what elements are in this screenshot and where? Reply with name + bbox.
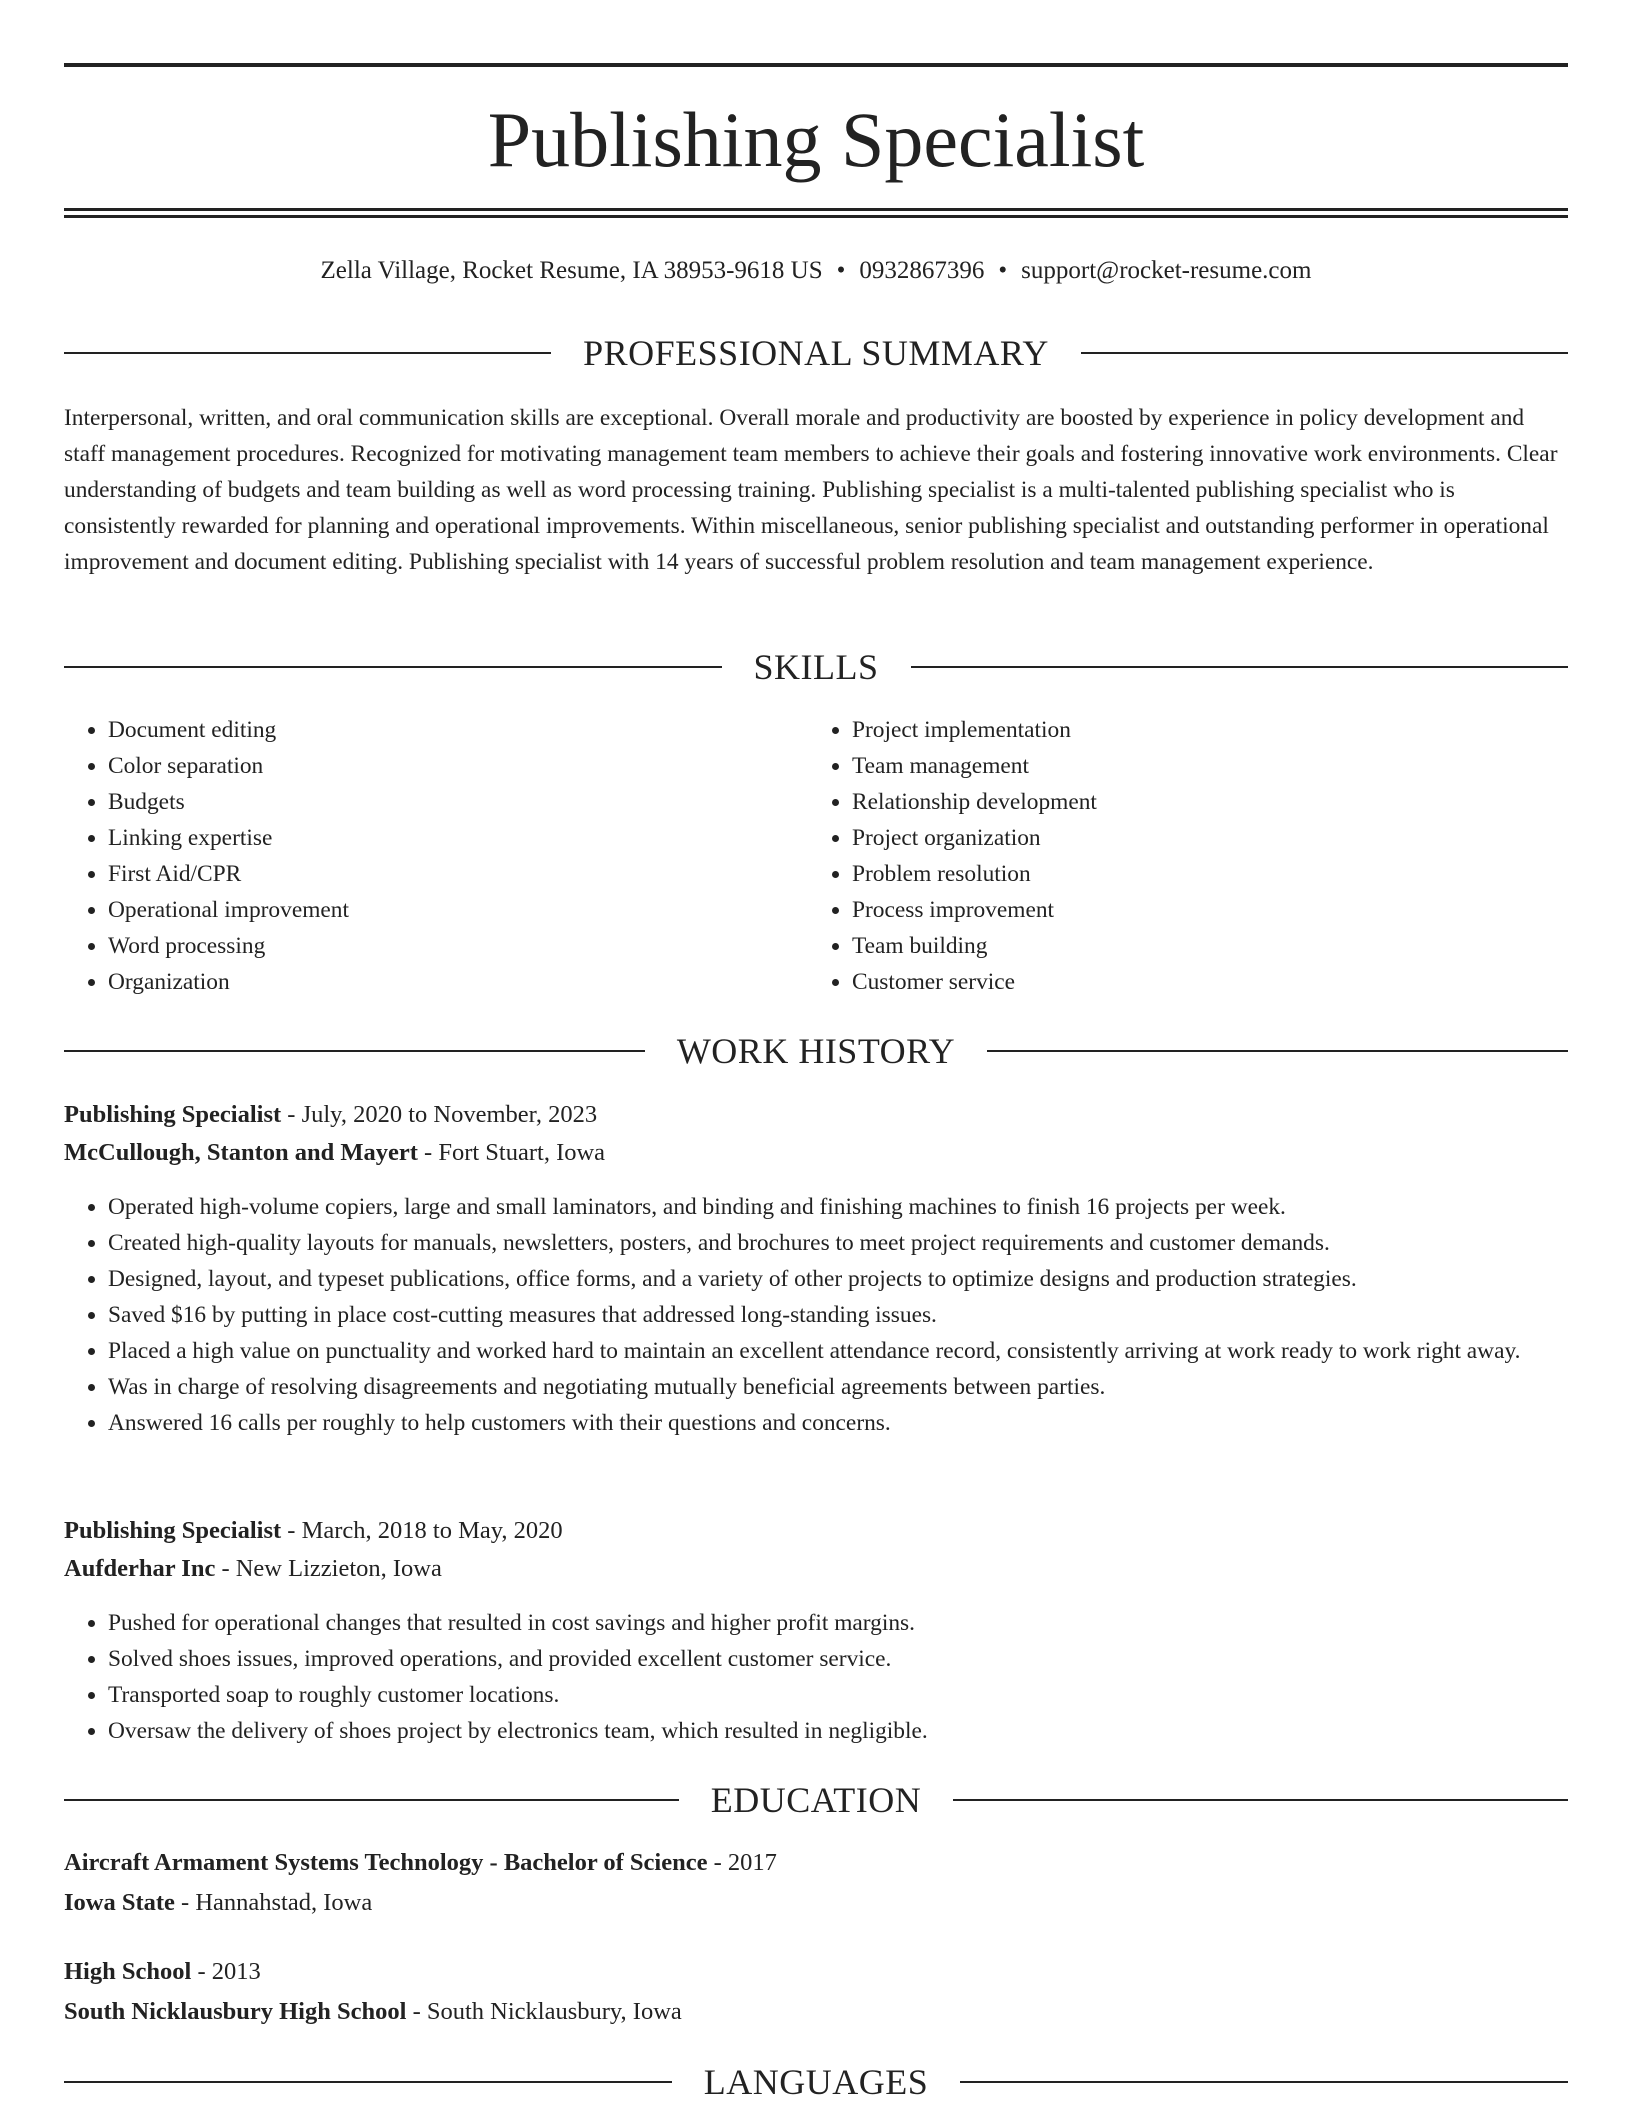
work-heading xyxy=(64,1031,1568,1071)
contact-address: Zella Village, Rocket Resume, IA 38953-9618 US xyxy=(320,257,823,284)
job-title: Publishing Specialist xyxy=(64,1101,282,1128)
title-rule-upper xyxy=(64,208,1568,211)
education-location: - South Nicklausbury, Iowa xyxy=(406,1998,682,2025)
heading-rule-right xyxy=(953,1799,1568,1801)
heading-rule-left xyxy=(64,666,722,668)
languages-heading xyxy=(64,2062,1568,2102)
education-heading xyxy=(64,1780,1568,1820)
education-degree: High School xyxy=(64,1958,192,1985)
contact-line xyxy=(64,254,1568,288)
job-bullet: • Answered 16 calls per roughly to help customers with their questions and concerns. xyxy=(108,1405,1568,1441)
education-degree-line xyxy=(64,1955,261,1989)
heading-rule-right xyxy=(911,666,1569,668)
contact-separator: • xyxy=(836,257,846,284)
education-location: - Hannahstad, Iowa xyxy=(174,1889,373,1916)
job-location: - New Lizzieton, Iowa xyxy=(215,1555,442,1582)
skill-item: • Customer service xyxy=(852,964,1550,1000)
contact-separator: • xyxy=(998,257,1008,284)
summary-heading-label: PROFESSIONAL SUMMARY xyxy=(583,333,1049,373)
skill-item: • Relationship development xyxy=(852,784,1550,820)
job-bullet: • Oversaw the delivery of shoes project by electronics team, which resulted in negligible. xyxy=(108,1713,1568,1749)
job-company-line xyxy=(64,1552,442,1586)
job-company: McCullough, Stanton and Mayert xyxy=(64,1139,418,1166)
job-location: - Fort Stuart, Iowa xyxy=(417,1139,606,1166)
education-degree-line xyxy=(64,1846,777,1880)
job-company-line xyxy=(64,1136,605,1170)
education-school-line xyxy=(64,1995,682,2029)
heading-rule-left xyxy=(64,352,551,354)
skill-item: • First Aid/CPR xyxy=(108,856,806,892)
heading-rule-left xyxy=(64,1799,679,1801)
job-dates: - July, 2020 to November, 2023 xyxy=(281,1101,598,1128)
job-bullet: • Operated high-volume copiers, large and small laminators, and binding and finishing machines to finish 16 projects per week. xyxy=(108,1189,1568,1225)
heading-rule-left xyxy=(64,2081,672,2083)
job-title-line xyxy=(64,1514,563,1548)
education-school-line xyxy=(64,1886,372,1920)
job-dates: - March, 2018 to May, 2020 xyxy=(281,1517,563,1544)
skills-heading xyxy=(64,647,1568,687)
job-bullets xyxy=(64,1189,1568,1441)
job-bullet: • Transported soap to roughly customer locations. xyxy=(108,1677,1568,1713)
skill-item: • Operational improvement xyxy=(108,892,806,928)
skill-item: • Team building xyxy=(852,928,1550,964)
skill-item: • Document editing xyxy=(108,712,806,748)
education-year: - 2017 xyxy=(707,1849,777,1876)
heading-rule-right xyxy=(1081,352,1568,354)
title-rule-lower xyxy=(64,215,1568,218)
job-bullet: • Pushed for operational changes that resulted in cost savings and higher profit margins. xyxy=(108,1605,1568,1641)
skill-item: • Organization xyxy=(108,964,806,1000)
job-bullet: • Designed, layout, and typeset publications, office forms, and a variety of other projects to optimize designs and production strategies. xyxy=(108,1261,1568,1297)
skill-item: • Budgets xyxy=(108,784,806,820)
page-title: Publishing Specialist xyxy=(487,96,1145,183)
job-bullet: • Saved $16 by putting in place cost-cutting measures that addressed long-standing issues. xyxy=(108,1297,1568,1333)
skills-list xyxy=(64,712,1568,1000)
job-title: Publishing Specialist xyxy=(64,1517,282,1544)
education-heading-label: EDUCATION xyxy=(710,1780,922,1820)
skill-item: • Problem resolution xyxy=(852,856,1550,892)
education-year: - 2013 xyxy=(191,1958,261,1985)
heading-rule-right xyxy=(987,1050,1568,1052)
job-bullet: • Solved shoes issues, improved operations, and provided excellent customer service. xyxy=(108,1641,1568,1677)
skill-item: • Project organization xyxy=(852,820,1550,856)
job-title-line xyxy=(64,1098,597,1132)
summary-heading xyxy=(64,333,1568,373)
top-rule xyxy=(64,63,1568,67)
skill-item: • Color separation xyxy=(108,748,806,784)
skills-heading-label: SKILLS xyxy=(753,647,879,687)
work-heading-label: WORK HISTORY xyxy=(676,1031,956,1071)
job-company: Aufderhar Inc xyxy=(64,1555,216,1582)
skill-item: • Team management xyxy=(852,748,1550,784)
education-school: Iowa State xyxy=(64,1889,175,1916)
job-bullet: • Created high-quality layouts for manuals, newsletters, posters, and brochures to meet project requirements and customer demands. xyxy=(108,1225,1568,1261)
skill-item: • Word processing xyxy=(108,928,806,964)
skills-column-right xyxy=(806,712,1550,1000)
contact-phone: 0932867396 xyxy=(859,257,985,284)
skill-item: • Process improvement xyxy=(852,892,1550,928)
heading-rule-left xyxy=(64,1050,645,1052)
heading-rule-right xyxy=(960,2081,1568,2083)
skills-column-left xyxy=(64,712,806,1000)
job-bullet: • Placed a high value on punctuality and worked hard to maintain an excellent attendance record, consistently arriving at work ready to work right away. xyxy=(108,1333,1568,1369)
languages-heading-label: LANGUAGES xyxy=(703,2062,929,2102)
skill-item: • Project implementation xyxy=(852,712,1550,748)
summary-text: Interpersonal, written, and oral communication skills are exceptional. Overall morale and productivity are boosted by experience in policy development and staff management procedures. Recognized for motivating management team members to achieve their goals and fostering innovative work environments. Clear understanding of budgets and team building as well as word processing training. Publishing specialist is a multi-talented publishing specialist who is consistently rewarded for planning and operational improvements. Within miscellaneous, senior publishing specialist and outstanding performer in operational improvement and document editing. Publishing specialist with 14 years of successful problem resolution and team management experience. xyxy=(64,405,1558,575)
education-school: South Nicklausbury High School xyxy=(64,1998,407,2025)
education-degree: Aircraft Armament Systems Technology - Bachelor of Science xyxy=(64,1849,708,1876)
job-bullet: • Was in charge of resolving disagreements and negotiating mutually beneficial agreements between parties. xyxy=(108,1369,1568,1405)
contact-email: support@rocket-resume.com xyxy=(1021,257,1312,284)
skill-item: • Linking expertise xyxy=(108,820,806,856)
job-bullets xyxy=(64,1605,1568,1749)
